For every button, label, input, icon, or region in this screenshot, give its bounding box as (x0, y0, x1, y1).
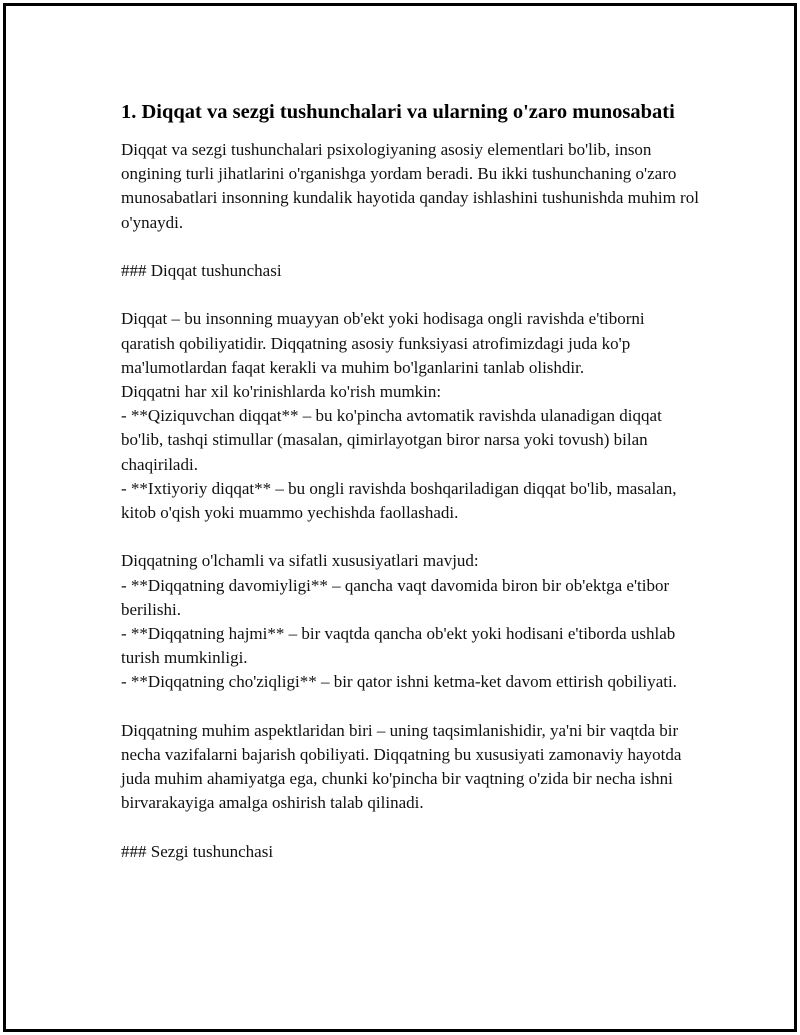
diqqat-properties-paragraph: Diqqatning o'lchamli va sifatli xususiyatlari mavjud: - **Diqqatning davomiyligi** – qancha vaqt davomida biron bir ob'ektga e'tibor berilishi. - **Diqqatning hajmi** – bir vaqtda qancha ob'ekt yoki hodisani e'tiborda ushlab turish mumkinligi. - **Diqqatning cho'ziqligi** – bir qator ishni ketma-ket davom ettirish qobiliyati. (121, 551, 677, 692)
diqqat-distribution-paragraph: Diqqatning muhim aspektlaridan biri – uning taqsimlanishidir, ya'ni bir vaqtda bir necha vazifalarni bajarish qobiliyati. Diqqatning bu xususiyati zamonaviy hayotda juda muhim ahamiyatga ega, chunki ko'pincha bir vaqtning o'zida bir necha ishni birvarakayiga amalga oshirish talab qilinadi. (121, 720, 682, 813)
diqqat-definition-paragraph: Diqqat – bu insonning muayyan ob'ekt yoki hodisaga ongli ravishda e'tiborni qaratish qobiliyatidir. Diqqatning asosiy funksiyasi atrofimizdagi juda ko'p ma'lumotlardan faqat kerakli va muhim bo'lganlarini tanlab olishdir. Diqqatni har xil ko'rinishlarda ko'rish mumkin: - **Qiziquvchan diqqat** – bu ko'pincha avtomatik ravishda ulanadigan diqqat bo'lib, tashqi stimullar (masalan, qimirlayotgan biror narsa yoki tovush) bilan chaqiriladi. - **Ixtiyoriy diqqat** – bu ongli ravishda boshqariladigan diqqat bo'lib, masalan, kitob o'qish yoki muammo yechishda faollashadi. (121, 309, 677, 523)
subheading-sezgi: ### Sezgi tushunchasi (121, 841, 274, 861)
page-frame (3, 3, 797, 1032)
intro-paragraph: Diqqat va sezgi tushunchalari psixologiyaning asosiy elementlari bo'lib, inson ongining turli jihatlarini o'rganishga yordam beradi. Bu ikki tushunchaning o'zaro munosabatlari insonning kundalik hayotida qanday ishlashini tushunishda muhim rol o'ynaydi. (121, 140, 699, 232)
document-body (121, 98, 701, 864)
subheading-diqqat: ### Diqqat tushunchasi (121, 261, 282, 280)
section-heading: 1. Diqqat va sezgi tushunchalari va ularning o'zaro munosabati (121, 101, 675, 123)
